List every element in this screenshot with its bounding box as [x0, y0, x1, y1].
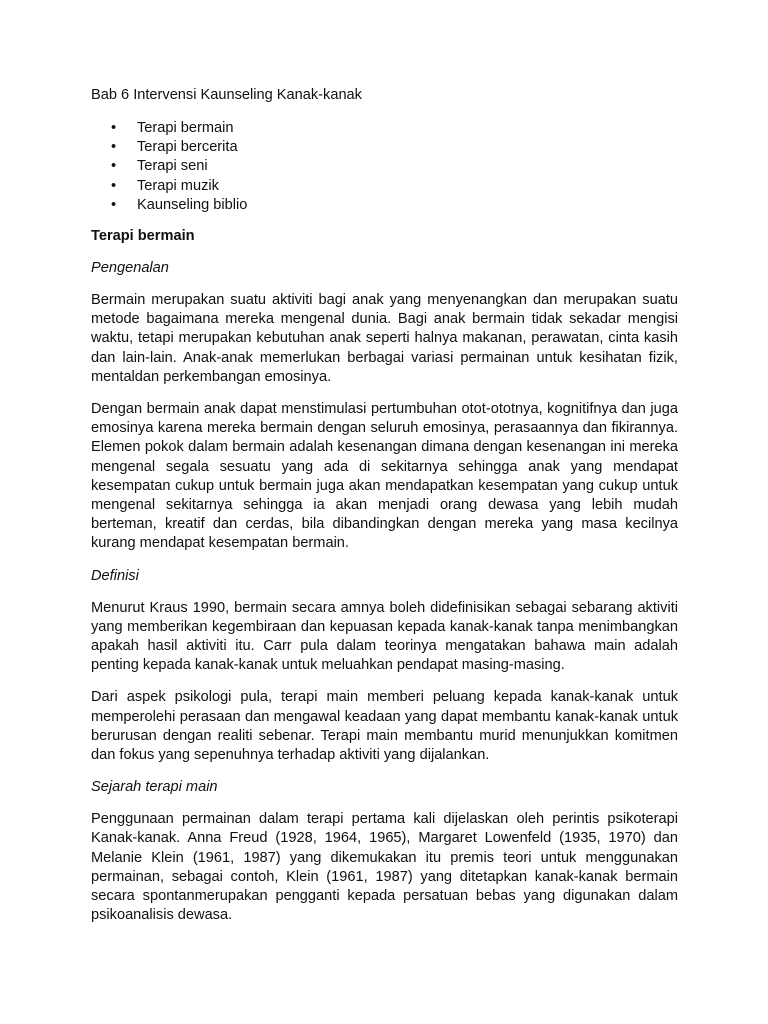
paragraph-pengenalan-2: Dengan bermain anak dapat menstimulasi pertumbuhan otot-ototnya, kognitifnya dan juga emosinya karena mereka bermain dengan seluruh emosinya, perasaannya dan fikirannya. Elemen pokok dalam bermain adalah kesenangan dimana dengan kesenangan ini mereka mengenal segala sesuatu yang ada di sekitarnya sehingga anak yang mendapat kesempatan cukup untuk bermain juga akan mendapatkan kesempatan yang cukup untuk mengenal sekitarnya sehingga ia akan menjadi orang dewasa yang lebih mudah berteman, kreatif dan cerdas, bila dibandingkan dengan mereka yang masa kecilnya kurang mendapat kesempatan bermain. [91, 400, 691, 552]
subheading-sejarah: Sejarah terapi main [91, 779, 218, 796]
paragraph-definisi-1: Menurut Kraus 1990, bermain secara amnya boleh didefinisikan sebagai sebarang aktiviti yang memberikan kegembiraan dan kepuasan kepada kanak-kanak tanpa menimbangkan apakah hasil aktiviti itu. Carr pula dalam teorinya mengatakan bahawa main adalah penting kepada kanak-kanak untuk meluahkan pendapat masing-masing. [91, 599, 683, 674]
topic-label: Terapi bercerita [137, 139, 238, 156]
bullet-icon: • [111, 196, 117, 213]
paragraph-definisi-2: Dari aspek psikologi pula, terapi main memberi peluang kepada kanak-kanak untuk memperolehi perasaan dan mengawal keadaan yang dapat membantu kanak-kanak untuk berurusan dengan realiti sebenar. Terapi main membantu murid menunjukkan komitmen dan fokus yang sepenuhnya terhadap aktiviti yang dijalankan. [91, 689, 683, 763]
bullet-icon: • [111, 177, 117, 194]
bullet-icon: • [111, 158, 117, 175]
topic-list [91, 119, 678, 215]
section-heading: Terapi bermain [91, 227, 195, 244]
topic-list-item [91, 177, 678, 196]
subheading-definisi: Definisi [91, 567, 139, 584]
paragraph-pengenalan-1: Bermain merupakan suatu aktiviti bagi anak yang menyenangkan dan merupakan suatu metode bagaimana mereka mengenal dunia. Bagi anak bermain tidak sekadar mengisi waktu, tetapi merupakan kebutuhan anak seperti halnya makanan, perawatan, cinta kasih dan lain-lain. Anak-anak memerlukan berbagai variasi permainan untuk kesihatan fizik, mentaldan perkembangan emosinya. [91, 291, 683, 385]
topic-label: Terapi bermain [137, 120, 234, 136]
topic-label: Kaunseling biblio [137, 196, 248, 213]
topic-list-item [91, 157, 678, 176]
chapter-title: Bab 6 Intervensi Kaunseling Kanak-kanak [91, 87, 362, 103]
topic-list-item [91, 119, 678, 138]
paragraph-sejarah-1: Penggunaan permainan dalam terapi pertama kali dijelaskan oleh perintis psikoterapi Kanak-kanak. Anna Freud (1928, 1964, 1965), Margaret Lowenfeld (1935, 1970) dan Melanie Klein (1961, 1987) yang dikemukakan itu premis teori untuk menggunakan permainan, sebagai contoh, Klein (1961, 1987) yang ditetapkan kanak-kanak bermain secara spontanmerupakan pengganti kepada persatuan bebas yang digunakan dalam psikoanalisis dewasa. [91, 811, 683, 924]
bullet-icon: • [111, 139, 117, 156]
page-content [91, 86, 691, 938]
topic-list-item [91, 138, 678, 157]
subheading-pengenalan: Pengenalan [91, 259, 169, 276]
bullet-icon: • [111, 120, 117, 136]
topic-label: Terapi seni [137, 158, 208, 175]
topic-list-item [91, 196, 678, 215]
topic-label: Terapi muzik [137, 177, 219, 194]
